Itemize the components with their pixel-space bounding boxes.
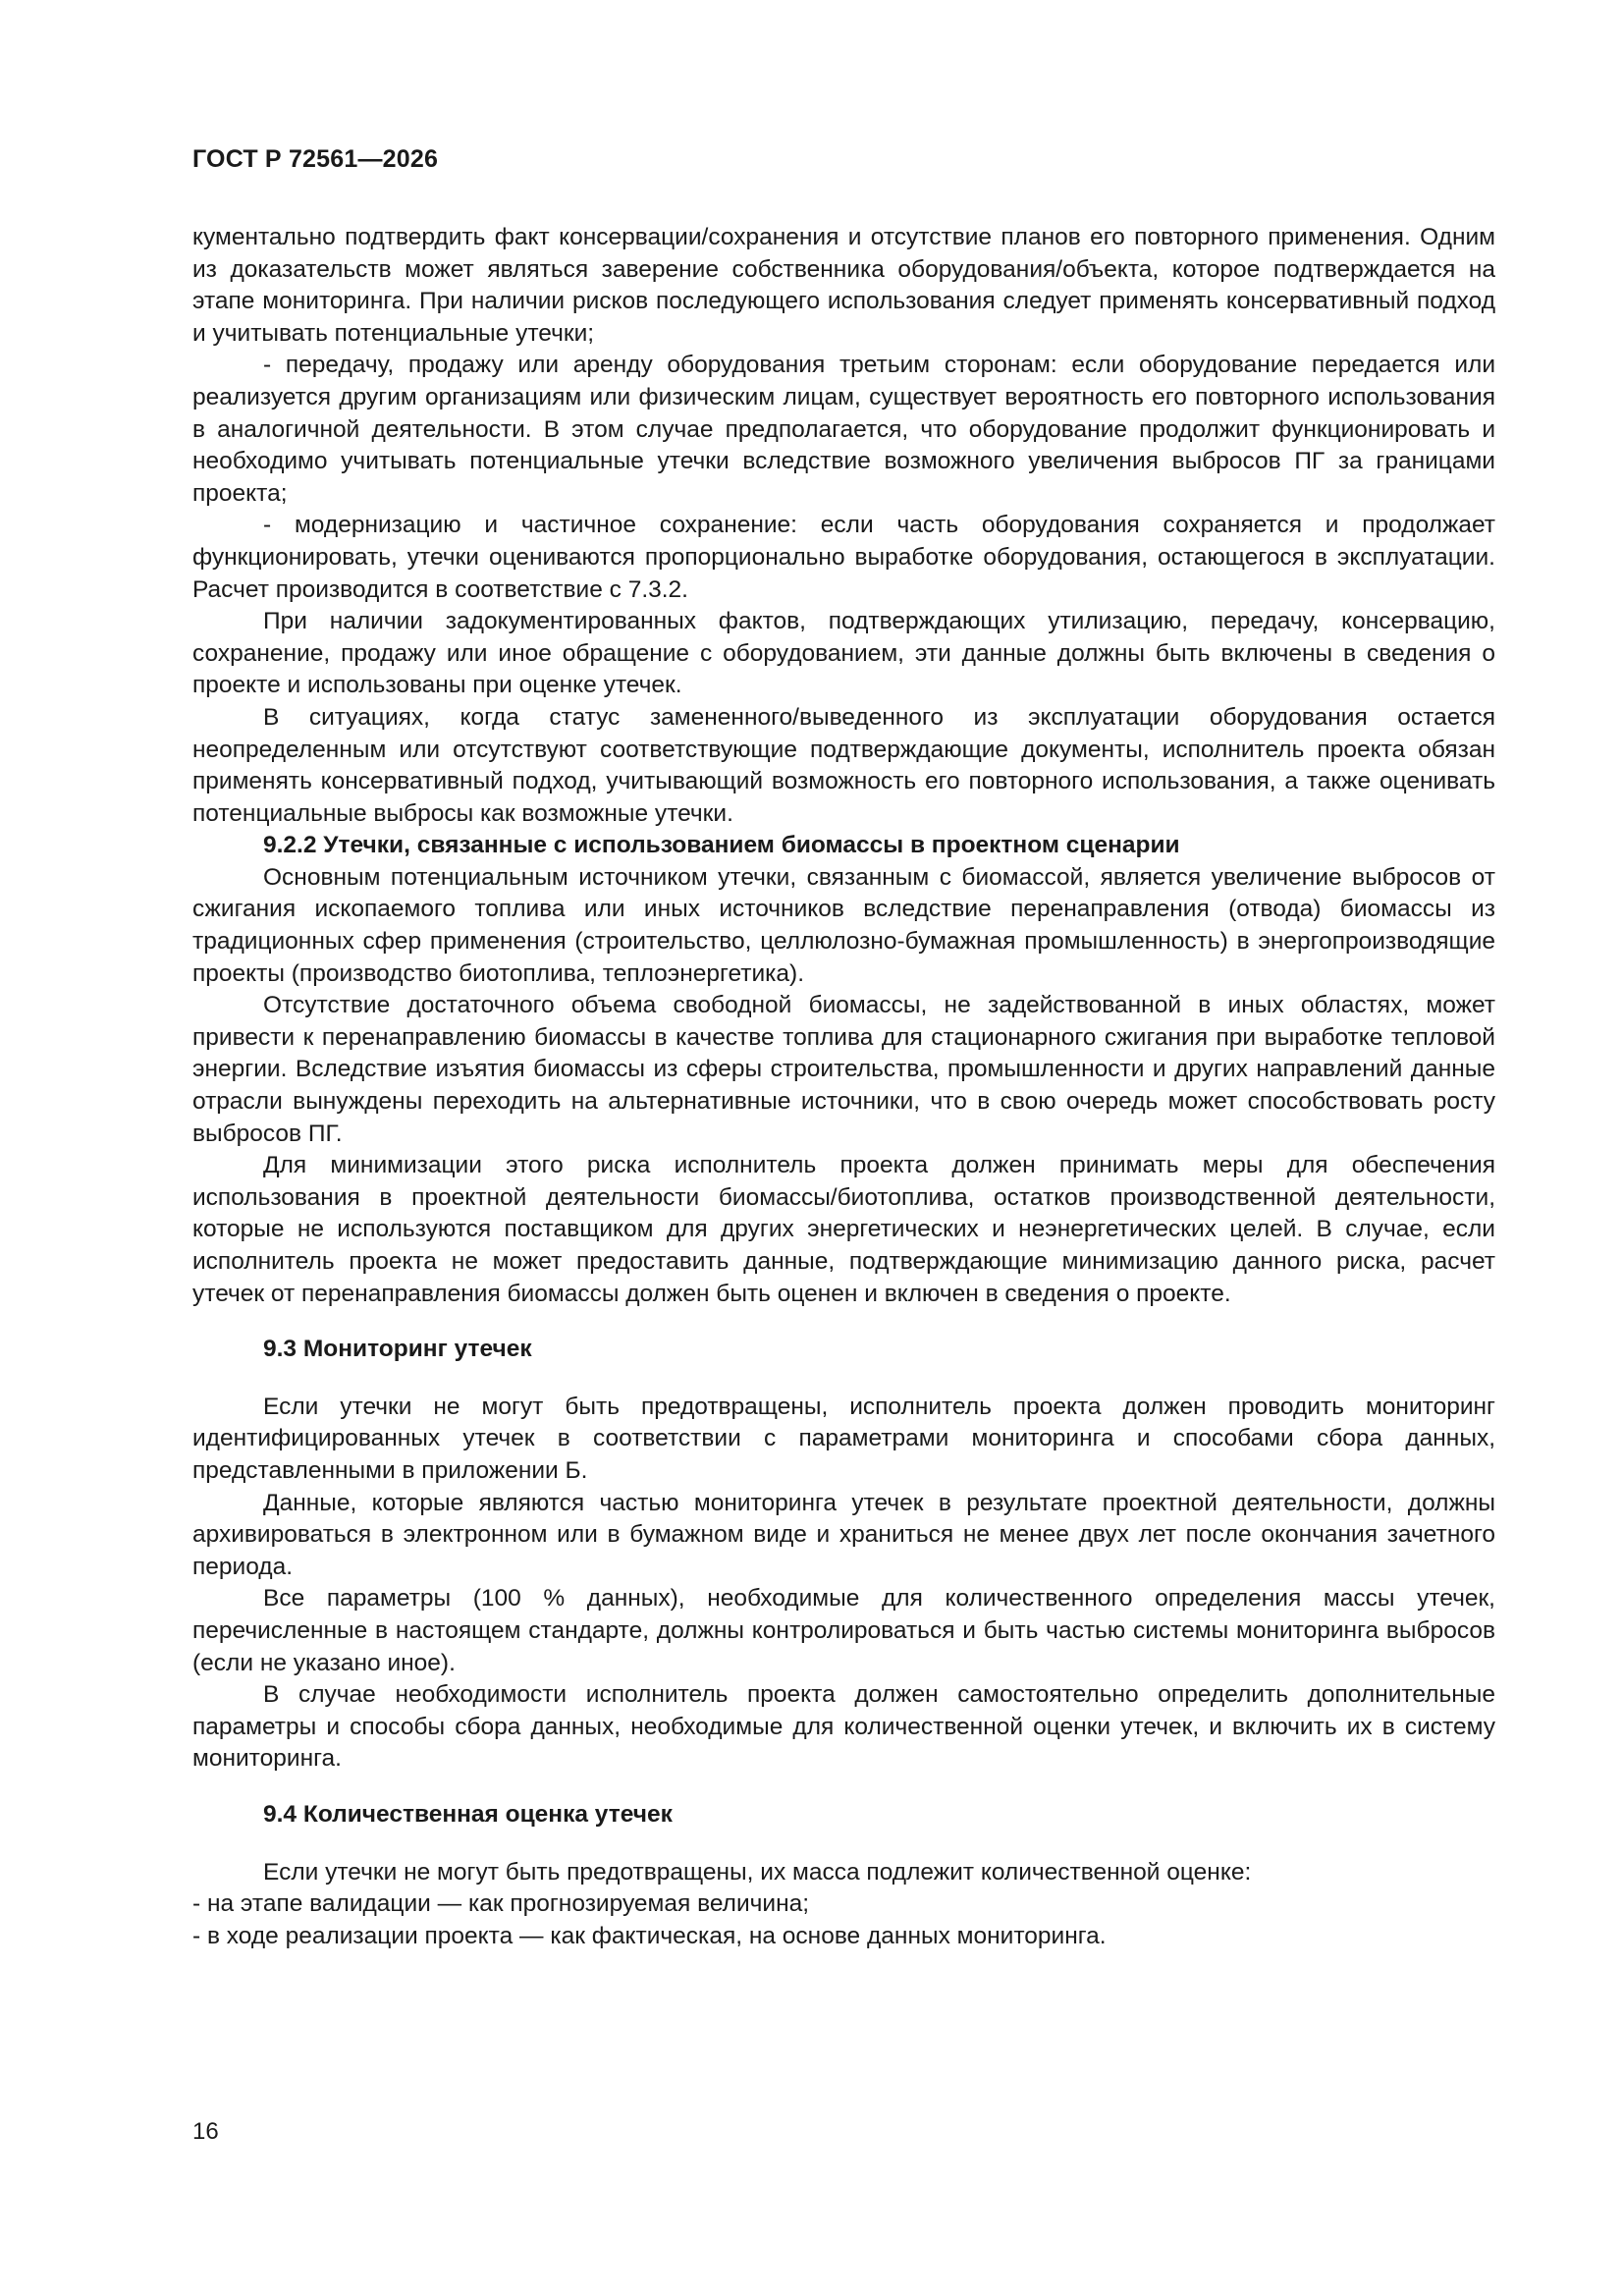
list-item: - на этапе валидации — как прогнозируемая величина; [192,1890,810,1918]
section-heading: 9.4 Количественная оценка утечек [263,1800,673,1828]
paragraph: - модернизацию и частичное сохранение: если часть оборудования сохраняется и продолжает функционировать, утечки оцениваются пропорционально выработке оборудования, остающегося в эксплуатации. Расчет производится в соответствие с 7.3.2. [192,512,1495,603]
paragraph: Если утечки не могут быть предотвращены, их масса подлежит количественной оценке: [263,1858,1252,1886]
paragraph: кументально подтвердить факт консервации/сохранения и отсутствие планов его повторного применения. Одним из доказательств может являться заверение собственника оборудования/объекта, которое подтверждается на этапе мониторинга. При наличии рисков последующего использования следует применять консервативный подход и учитывать потенциальные утечки; [192,224,1495,347]
paragraph: При наличии задокументированных фактов, подтверждающих утилизацию, передачу, консервацию, сохранение, продажу или иное обращение с оборудованием, эти данные должны быть включены в сведения о проекте и использованы при оценке утечек. [192,608,1495,699]
paragraph: Отсутствие достаточного объема свободной биомассы, не задействованной в иных областях, может привести к перенаправлению биомассы в качестве топлива для стационарного сжигания при выработке тепловой энергии. Вследствие изъятия биомассы из сферы строительства, промышленности и других направлений данные отрасли вынуждены переходить на альтернативные источники, что в свою очередь может способствовать росту выбросов ПГ. [192,992,1495,1147]
paragraph: Основным потенциальным источником утечки, связанным с биомассой, является увеличение выбросов от сжигания ископаемого топлива или иных источников вследствие перенаправления (отвода) биомассы из традиционных сфер применения (строительство, целлюлозно-бумажная промышленность) в энергопроизводящие проекты (производство биотоплива, теплоэнергетика). [192,863,1495,987]
page-body [192,222,1495,1952]
paragraph: В случае необходимости исполнитель проекта должен самостоятельно определить дополнительные параметры и способы сбора данных, необходимые для количественной оценки утечек, и включить их в систему мониторинга. [192,1681,1495,1773]
paragraph: - передачу, продажу или аренду оборудования третьим сторонам: если оборудование передается или реализуется другим организациям или физическим лицам, существует вероятность его повторного использования в аналогичной деятельности. В этом случае предполагается, что оборудование продолжит функционировать и необходимо учитывать потенциальные утечки вследствие возможного увеличения выбросов ПГ за границами проекта; [192,352,1495,507]
page-number: 16 [192,2118,219,2145]
paragraph: Если утечки не могут быть предотвращены, исполнитель проекта должен проводить мониторинг идентифицированных утечек в соответствии с параметрами мониторинга и способами сбора данных, представленными в приложении Б. [192,1393,1495,1484]
paragraph: Для минимизации этого риска исполнитель проекта должен принимать меры для обеспечения использования в проектной деятельности биомассы/биотоплива, остатков производственной деятельности, которые не используются поставщиком для других энергетических и неэнергетических целей. В случае, если исполнитель проекта не может предоставить данные, подтверждающие минимизацию данного риска, расчет утечек от перенаправления биомассы должен быть оценен и включен в сведения о проекте. [192,1152,1495,1307]
list-item: - в ходе реализации проекта — как фактическая, на основе данных мониторинга. [192,1922,1107,1949]
subsection-heading: 9.2.2 Утечки, связанные с использованием биомассы в проектном сценарии [263,832,1180,859]
paragraph: В ситуациях, когда статус замененного/выведенного из эксплуатации оборудования остается неопределенным или отсутствуют соответствующие подтверждающие документы, исполнитель проекта обязан применять консервативный подход, учитывающий возможность его повторного использования, а также оценивать потенциальные выбросы как возможные утечки. [192,703,1495,827]
paragraph: Данные, которые являются частью мониторинга утечек в результате проектной деятельности, должны архивироваться в электронном или в бумажном виде и храниться не менее двух лет после окончания зачетного периода. [192,1489,1495,1580]
paragraph: Все параметры (100 % данных), необходимые для количественного определения массы утечек, перечисленные в настоящем стандарте, должны контролироваться и быть частью системы мониторинга выбросов (если не указано иное). [192,1585,1495,1676]
section-heading: 9.3 Мониторинг утечек [263,1336,532,1363]
document-header: ГОСТ Р 72561—2026 [192,145,439,173]
